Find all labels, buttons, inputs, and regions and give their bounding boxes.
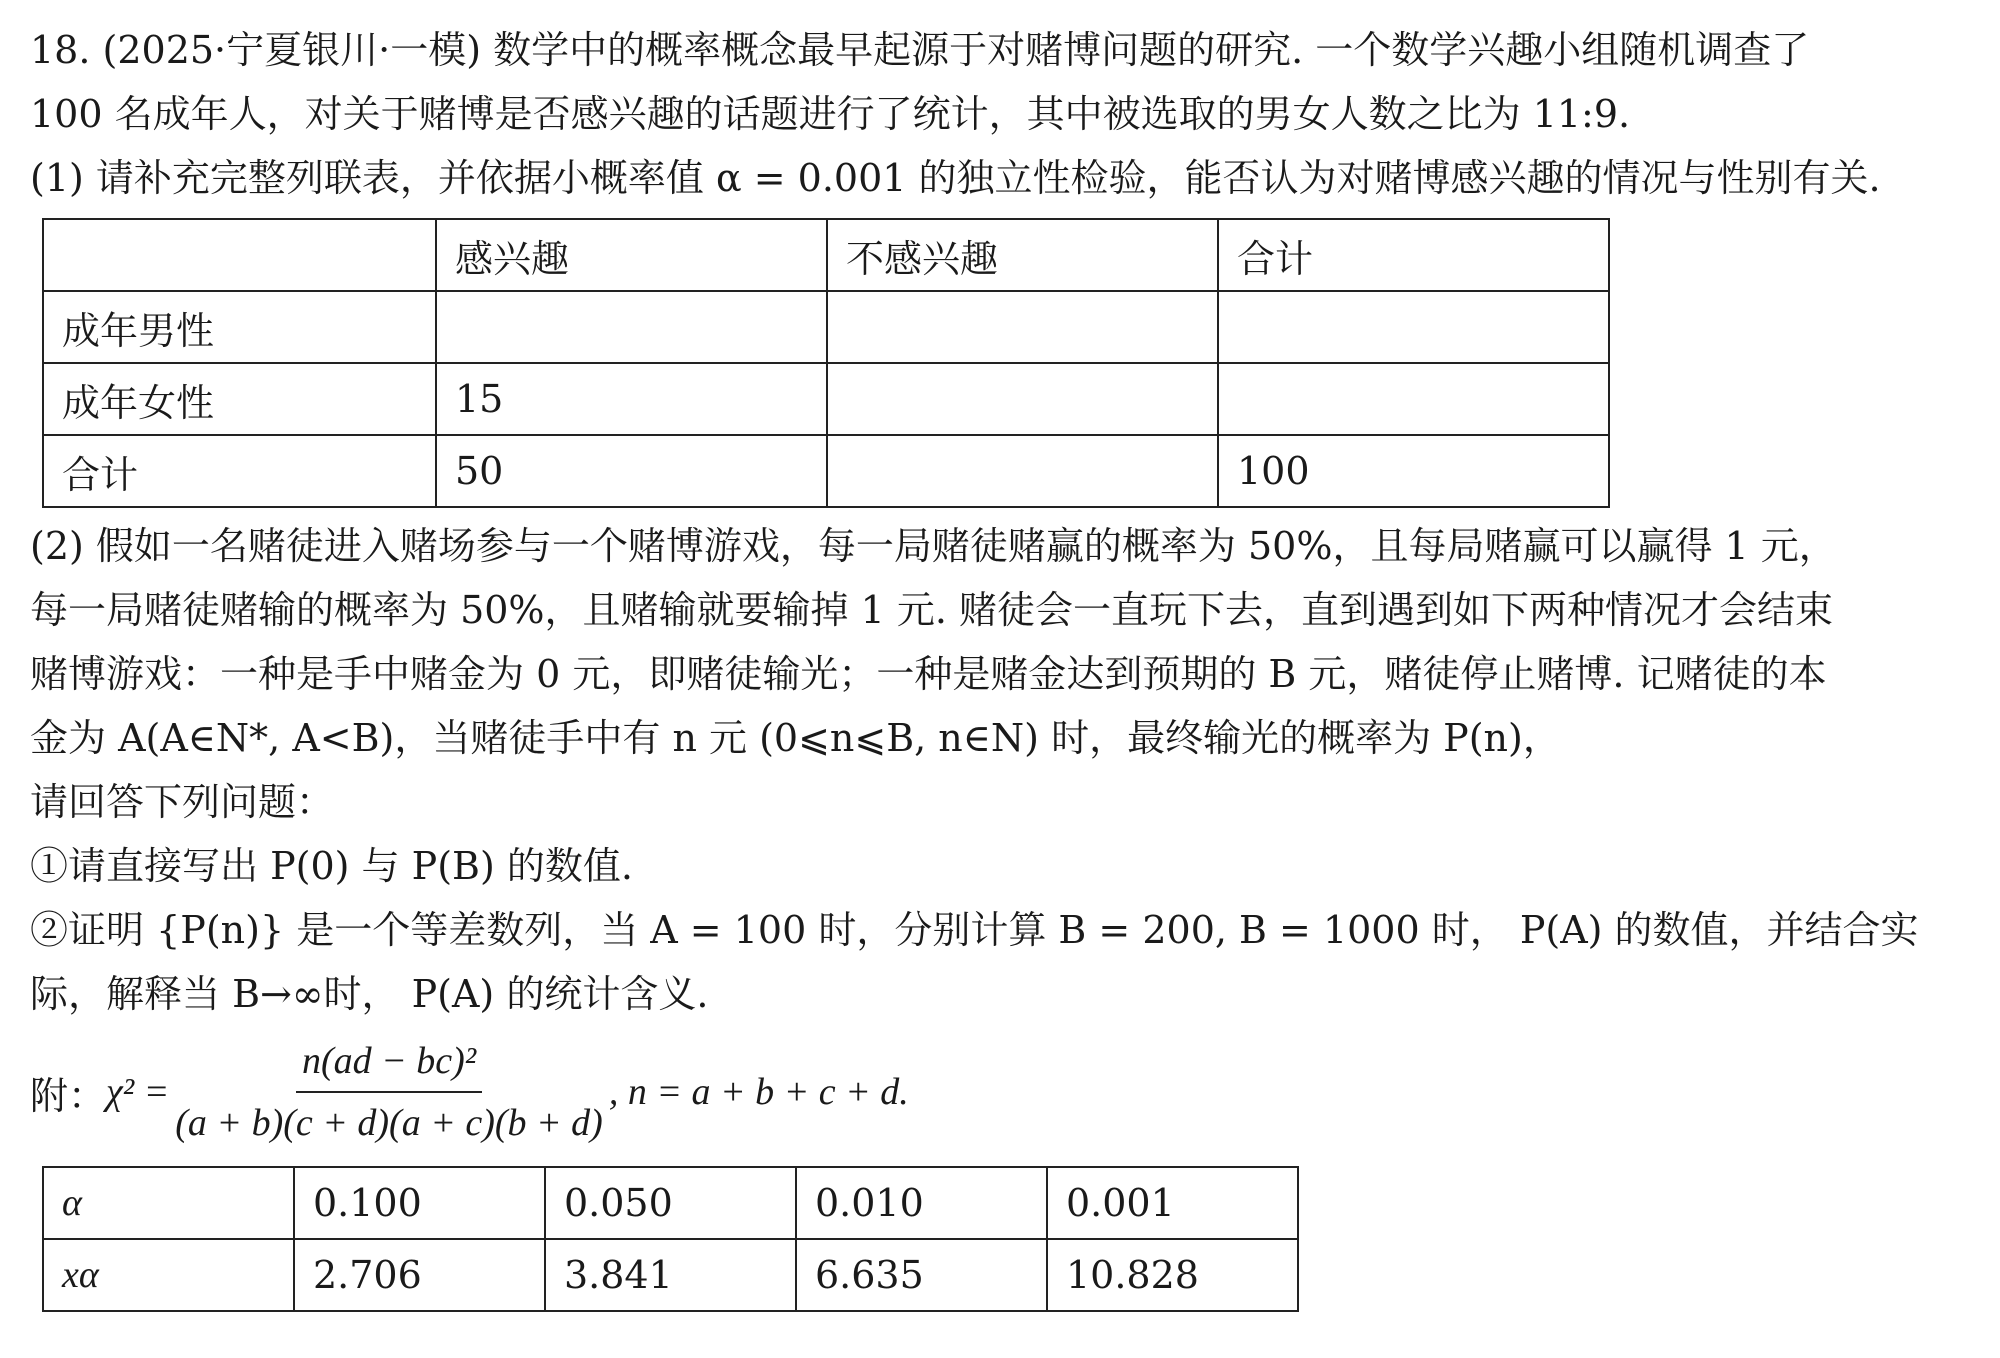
text-line: 请回答下列问题： bbox=[30, 780, 335, 824]
table-cell: α bbox=[43, 1167, 294, 1239]
table-cell bbox=[1218, 363, 1609, 435]
table-cell: xα bbox=[43, 1239, 294, 1311]
table-cell bbox=[827, 291, 1218, 363]
chi-square-formula bbox=[30, 1032, 1990, 1152]
table-cell: 0.010 bbox=[796, 1167, 1047, 1239]
problem-part-2 bbox=[30, 514, 1990, 1026]
formula-denominator: (a + b)(c + d)(a + c)(b + d) bbox=[175, 1102, 603, 1144]
problem-intro bbox=[30, 18, 1990, 210]
text-line: ①请直接写出 P(0) 与 P(B) 的数值. bbox=[30, 844, 633, 888]
table-cell bbox=[1218, 291, 1609, 363]
table-cell: 0.050 bbox=[545, 1167, 796, 1239]
table-header-cell: 合计 bbox=[1218, 219, 1609, 291]
formula-fraction bbox=[175, 1037, 603, 1147]
table-cell bbox=[436, 291, 827, 363]
table-header-cell: 不感兴趣 bbox=[827, 219, 1218, 291]
table-cell: 3.841 bbox=[545, 1239, 796, 1311]
text-line: 100 名成年人，对关于赌博是否感兴趣的话题进行了统计，其中被选取的男女人数之比为 11:9. bbox=[30, 92, 1631, 136]
table-cell: 0.001 bbox=[1047, 1167, 1298, 1239]
text-line: 每一局赌徒赌输的概率为 50%，且赌输就要输掉 1 元. 赌徒会一直玩下去，直到遇到如下两种情况才会结束 bbox=[30, 588, 1834, 632]
table-cell bbox=[827, 363, 1218, 435]
formula-numerator: n(ad − bc)² bbox=[296, 1037, 482, 1093]
table-header-cell: 感兴趣 bbox=[436, 219, 827, 291]
table-row bbox=[43, 291, 1609, 363]
problem-page bbox=[30, 18, 1990, 1312]
table-cell: 2.706 bbox=[294, 1239, 545, 1311]
text-line: 18. (2025·宁夏银川·一模) 数学中的概率概念最早起源于对赌博问题的研究. 一个数学兴趣小组随机调查了 bbox=[30, 28, 1810, 72]
table-cell: 0.100 bbox=[294, 1167, 545, 1239]
table-cell: 15 bbox=[436, 363, 827, 435]
table-cell: 成年女性 bbox=[43, 363, 436, 435]
critical-value-table bbox=[42, 1166, 1299, 1312]
formula-prefix: 附： bbox=[30, 1073, 107, 1118]
table-header-row bbox=[43, 219, 1609, 291]
text-line: 金为 A(A∈N*, A<B)，当赌徒手中有 n 元 (0⩽n⩽B, n∈N) 时，最终输光的概率为 P(n)， bbox=[30, 716, 1561, 760]
table-row bbox=[43, 1239, 1298, 1311]
table-cell: 成年男性 bbox=[43, 291, 436, 363]
text-line: (2) 假如一名赌徒进入赌场参与一个赌博游戏，每一局赌徒赌赢的概率为 50%，且每局赌赢可以赢得 1 元， bbox=[30, 524, 1837, 568]
table-header-cell bbox=[43, 219, 436, 291]
text-line: 际，解释当 B→∞时， P(A) 的统计含义. bbox=[30, 972, 709, 1016]
text-line: (1) 请补充完整列联表，并依据小概率值 α = 0.001 的独立性检验，能否认为对赌博感兴趣的情况与性别有关. bbox=[30, 156, 1881, 200]
table-cell: 6.635 bbox=[796, 1239, 1047, 1311]
text-line: 赌博游戏：一种是手中赌金为 0 元，即赌徒输光；一种是赌金达到预期的 B 元，赌徒停止赌博. 记赌徒的本 bbox=[30, 652, 1827, 696]
formula-lhs: χ² = bbox=[106, 1071, 170, 1113]
table-cell: 100 bbox=[1218, 435, 1609, 507]
table-cell bbox=[827, 435, 1218, 507]
text-line: ②证明 {P(n)} 是一个等差数列，当 A = 100 时，分别计算 B = 200, B = 1000 时， P(A) 的数值，并结合实 bbox=[30, 908, 1919, 952]
table-row bbox=[43, 435, 1609, 507]
contingency-table bbox=[42, 218, 1610, 508]
formula-suffix: , n = a + b + c + d. bbox=[608, 1071, 909, 1113]
table-row bbox=[43, 1167, 1298, 1239]
table-cell: 合计 bbox=[43, 435, 436, 507]
table-row bbox=[43, 363, 1609, 435]
table-cell: 50 bbox=[436, 435, 827, 507]
table-cell: 10.828 bbox=[1047, 1239, 1298, 1311]
